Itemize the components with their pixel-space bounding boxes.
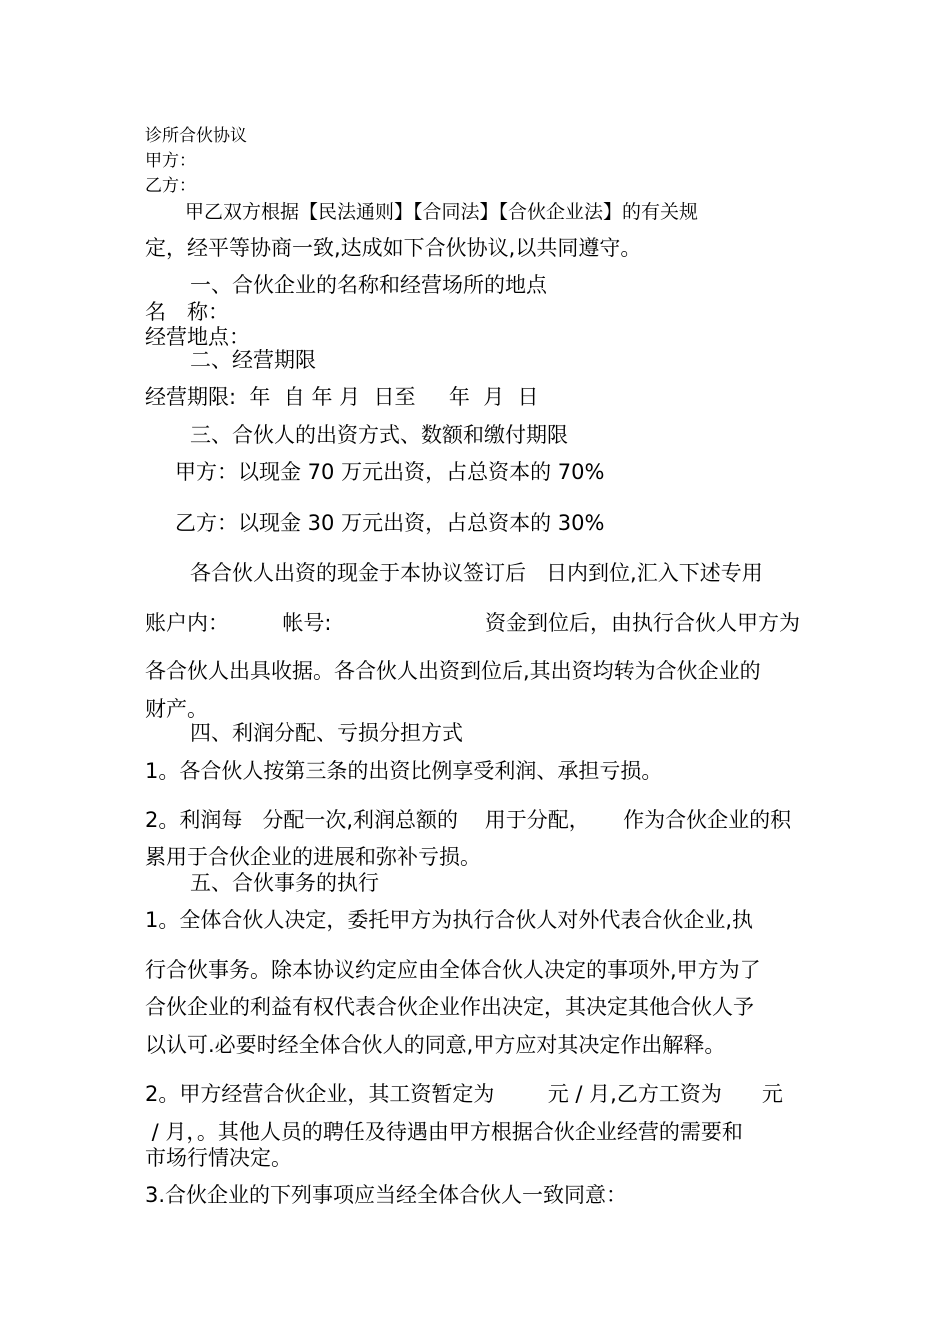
- execution-clause-3: 3.合伙企业的下列事项应当经全体合伙人一致同意：: [145, 1183, 628, 1207]
- business-term-line: 经营期限: 年 自 年 月 日至 年 月 日: [145, 385, 539, 409]
- intro-line-1: 甲乙双方根据【民法通则】【合同法】【合伙企业法】的有关规: [185, 201, 699, 223]
- doc-title: 诊所合伙协议: [145, 126, 247, 146]
- section-1-heading: 一、合伙企业的名称和经营场所的地点: [190, 273, 547, 297]
- section-3-heading: 三、合伙人的出资方式、数额和缴付期限: [190, 423, 568, 447]
- execution-clause-1-line-3: 合伙企业的利益有权代表合伙企业作出决定，其决定其他合伙人予: [145, 995, 754, 1019]
- section-5-heading: 五、合伙事务的执行: [190, 871, 379, 895]
- business-place-label: 经营地点：: [145, 325, 250, 349]
- contribution-para-line-2: 账户内： 帐号: 资金到位后，由执行合伙人甲方为: [145, 611, 801, 635]
- execution-clause-1-line-4: 以认可.必要时经全体合伙人的同意,甲方应对其决定作出解释。: [145, 1033, 726, 1057]
- section-2-heading: 二、经营期限: [190, 348, 316, 372]
- business-name-label: 名 称：: [145, 300, 229, 324]
- contribution-para-line-1: 各合伙人出资的现金于本协议签订后 日内到位,汇入下述专用: [190, 561, 763, 585]
- profit-clause-2-line-2: 累用于合伙企业的进展和弥补亏损。: [145, 845, 481, 869]
- party-a-label: 甲方：: [145, 151, 196, 171]
- section-4-heading: 四、利润分配、亏损分担方式: [190, 721, 463, 745]
- contribution-para-line-4: 财产。: [145, 697, 208, 721]
- contribution-para-line-3: 各合伙人出具收据。各合伙人出资到位后,其出资均转为合伙企业的: [145, 659, 761, 683]
- execution-clause-2-line-3: 市场行情决定。: [145, 1146, 292, 1170]
- execution-clause-1-line-1: 1。全体合伙人决定，委托甲方为执行合伙人对外代表合伙企业,执: [145, 908, 754, 932]
- party-a-contribution: 甲方：以现金 70 万元出资，占总资本的 70%: [175, 460, 605, 484]
- profit-clause-2-line-1: 2。利润每 分配一次,利润总额的 用于分配， 作为合伙企业的积: [145, 808, 792, 832]
- party-b-contribution: 乙方：以现金 30 万元出资，占总资本的 30%: [175, 511, 605, 535]
- execution-clause-2-line-1: 2。甲方经营合伙企业，其工资暂定为 元 / 月,乙方工资为 元: [145, 1082, 783, 1106]
- execution-clause-2-line-2: / 月，。其他人员的聘任及待遇由甲方根据合伙企业经营的需要和: [145, 1120, 743, 1144]
- execution-clause-1-line-2: 行合伙事务。除本协议约定应由全体合伙人决定的事项外,甲方为了: [145, 958, 761, 982]
- intro-line-2: 定，经平等协商一致,达成如下合伙协议,以共同遵守。: [145, 236, 642, 260]
- profit-clause-1: 1。各合伙人按第三条的出资比例享受利润、承担亏损。: [145, 759, 663, 783]
- party-b-label: 乙方：: [145, 176, 196, 196]
